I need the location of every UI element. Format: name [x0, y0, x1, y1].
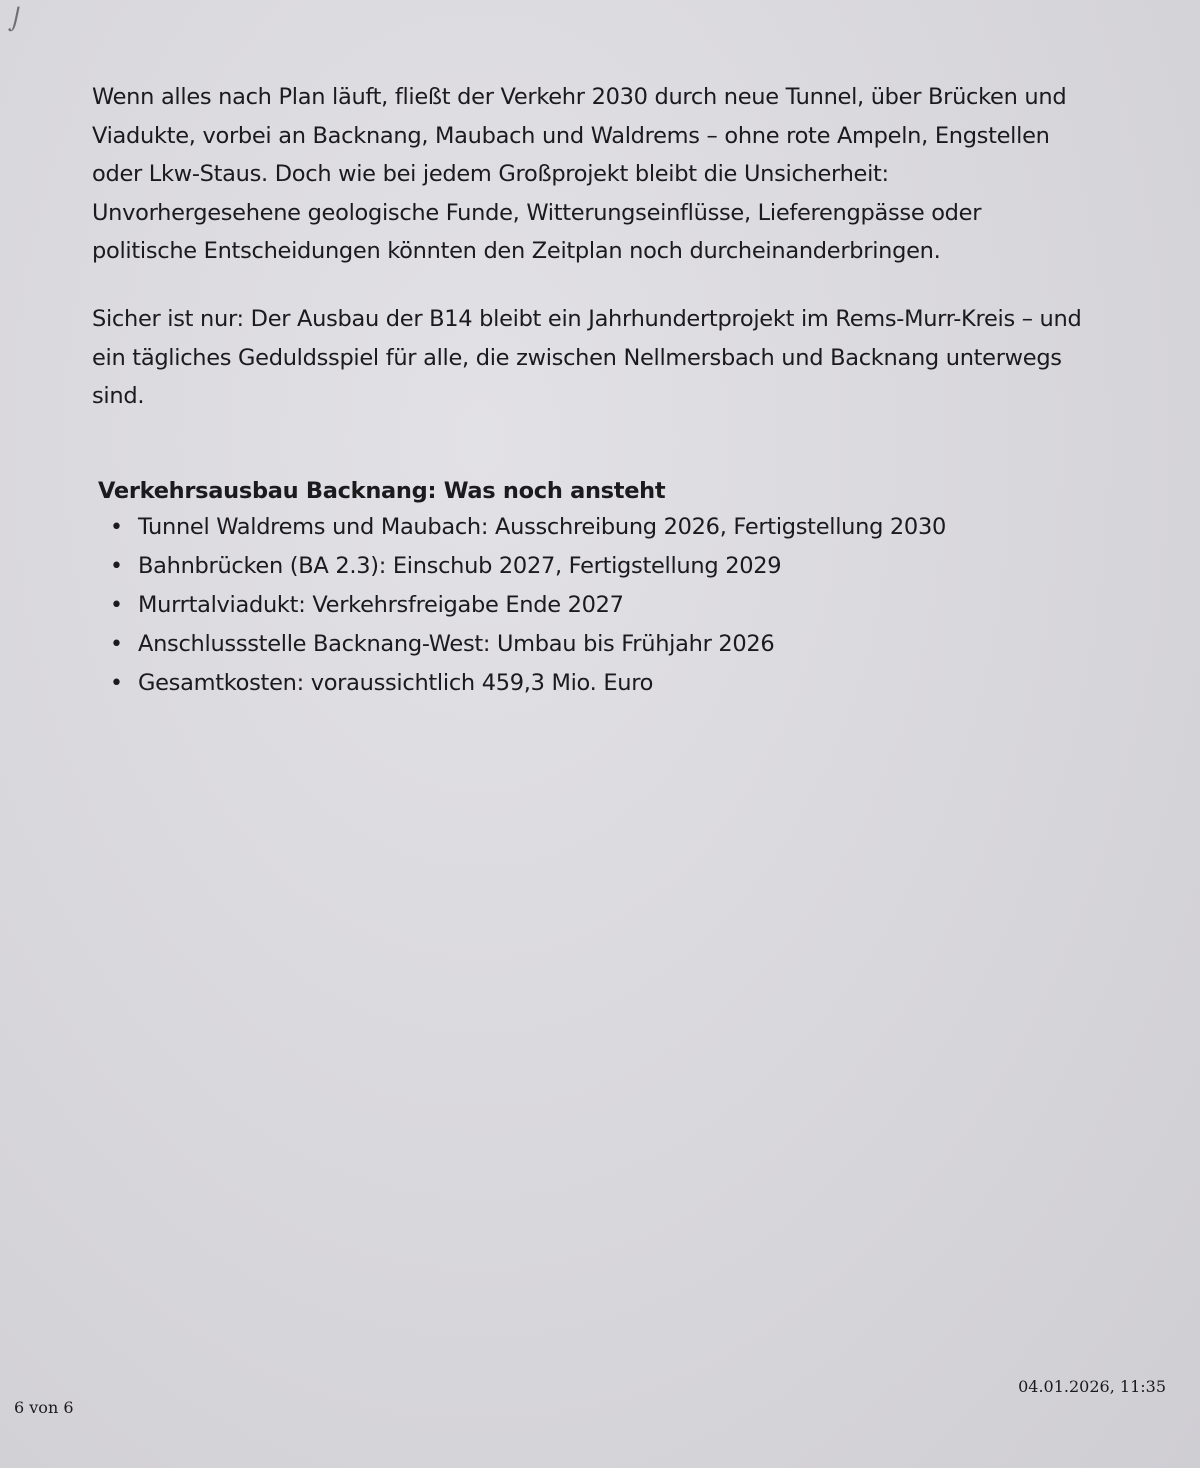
- page-indicator: 6 von 6: [14, 1398, 74, 1417]
- bullet-list: [110, 508, 946, 703]
- list-item: [110, 508, 946, 547]
- section-heading: Verkehrsausbau Backnang: Was noch ansteht: [98, 478, 666, 504]
- list-item-text: Bahnbrücken (BA 2.3): Einschub 2027, Fertigstellung 2029: [138, 553, 782, 579]
- bullet-icon: •: [110, 515, 123, 540]
- bullet-icon: •: [110, 671, 123, 696]
- list-item: [110, 586, 946, 625]
- list-item-text: Tunnel Waldrems und Maubach: Ausschreibung 2026, Fertigstellung 2030: [138, 514, 946, 540]
- list-item-text: Gesamtkosten: voraussichtlich 459,3 Mio. Euro: [138, 670, 654, 696]
- body-paragraph-1: Wenn alles nach Plan läuft, fließt der Verkehr 2030 durch neue Tunnel, über Brücken und Viadukte, vorbei an Backnang, Maubach und Waldrems – ohne rote Ampeln, Engstellen oder Lkw-Staus. Doch wie bei jedem Großprojekt bleibt die Unsicherheit: Unvorhergesehene geologische Funde, Witterungseinflüsse, Lieferengpässe oder politische Entscheidungen könnten den Zeitplan noch durcheinanderbringen.: [92, 84, 1067, 264]
- list-item-text: Anschlussstelle Backnang-West: Umbau bis Frühjahr 2026: [138, 631, 775, 657]
- print-timestamp: 04.01.2026, 11:35: [1018, 1377, 1166, 1396]
- bullet-icon: •: [110, 593, 123, 618]
- bullet-icon: •: [110, 632, 123, 657]
- list-item: [110, 547, 946, 586]
- pen-mark: ⌡: [7, 7, 24, 34]
- list-item: [110, 664, 946, 703]
- body-paragraph-2: Sicher ist nur: Der Ausbau der B14 bleibt ein Jahrhundertprojekt im Rems-Murr-Kreis – und ein tägliches Geduldsspiel für alle, die zwischen Nellmersbach und Backnang unterwegs sind.: [92, 306, 1082, 409]
- list-item: [110, 625, 946, 664]
- bullet-icon: •: [110, 554, 123, 579]
- list-item-text: Murrtalviadukt: Verkehrsfreigabe Ende 2027: [138, 592, 624, 618]
